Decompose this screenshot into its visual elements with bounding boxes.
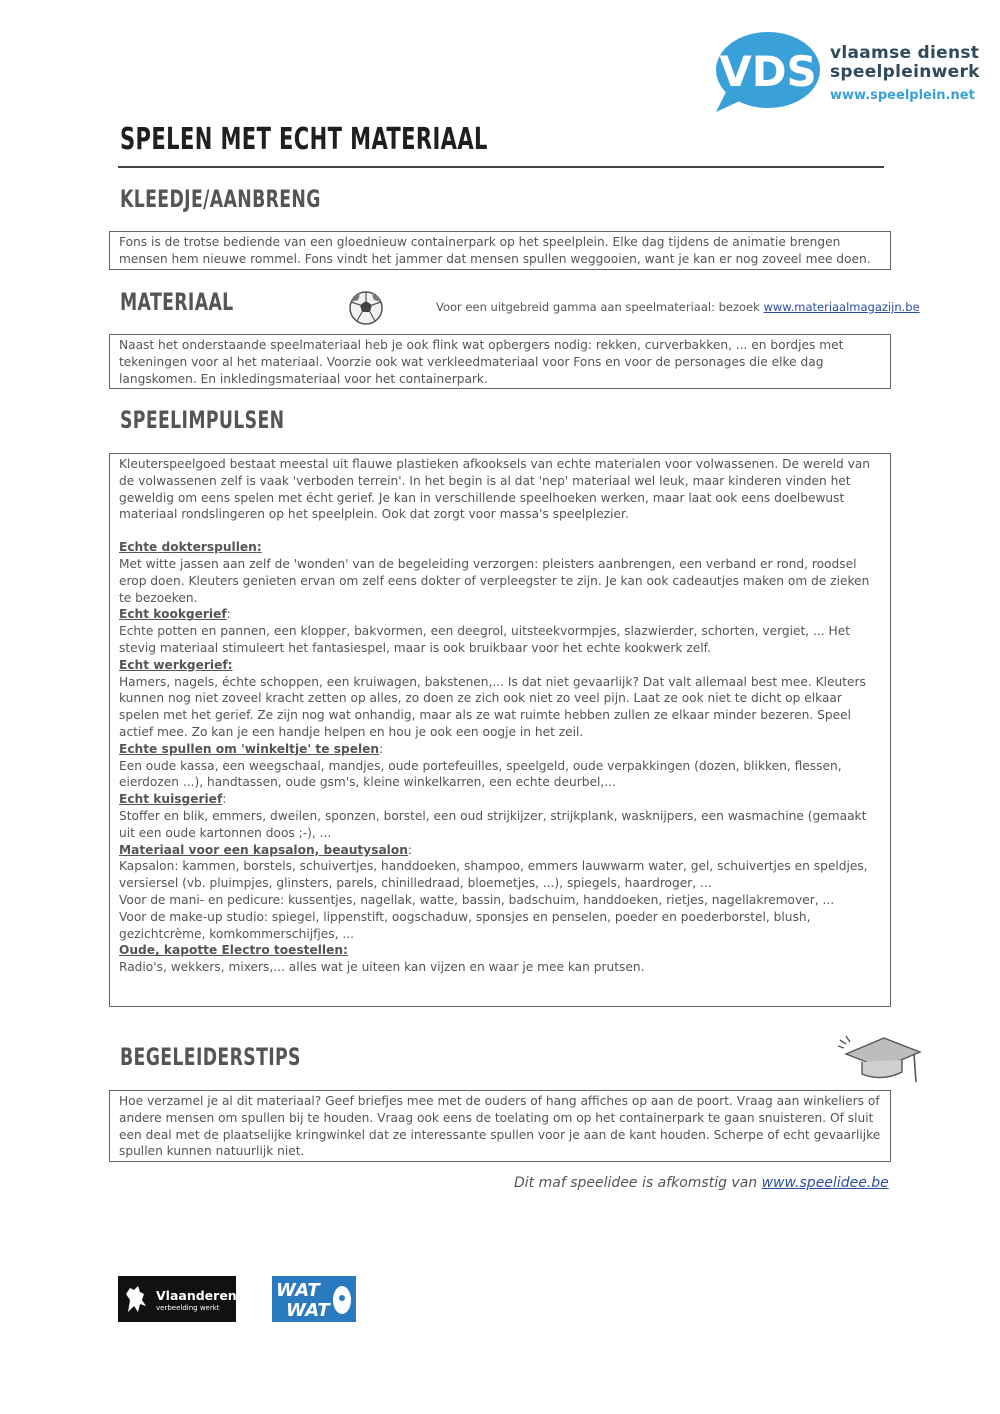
logo-url: www.speelplein.net	[830, 88, 975, 103]
vds-logo-text	[830, 44, 990, 105]
materiaal-note-prefix: Voor een uitgebreid gamma aan speelmateriaal: bezoek	[436, 300, 764, 314]
watwat-line-1: WAT	[276, 1280, 320, 1301]
logo-line-2: speelpleinwerk	[830, 62, 980, 82]
football-icon	[348, 290, 384, 326]
watwat-line-2: WAT	[286, 1300, 330, 1321]
impuls-suffix: :	[226, 607, 231, 622]
logo-line-1: vlaamse dienst	[830, 43, 980, 63]
impuls-title: Echte dokterspullen:	[119, 540, 262, 555]
heading-kleedje: KLEEDJE/AANBRENG	[120, 185, 321, 213]
impuls-text: Radio's, wekkers, mixers,... alles wat je uiteen kan vijzen en waar je mee kan prutsen.	[119, 960, 645, 975]
logo-bubble-text: VDS	[719, 47, 817, 96]
impuls-title: Echt kuisgerief	[119, 792, 223, 807]
impuls-title: Oude, kapotte Electro toestellen:	[119, 943, 348, 958]
heading-speelimpulsen: SPEELIMPULSEN	[120, 406, 285, 434]
vlaanderen-tagline: verbeelding werkt	[156, 1304, 220, 1312]
kleedje-text: Fons is de trotse bediende van een gloednieuw containerpark op het speelplein. Elke dag tijdens de animatie brengen mensen hem nieuwe rommel. Fons vindt het jammer dat mensen spullen weggooien, want je kan er nog zoveel mee doen.	[119, 235, 871, 266]
impuls-suffix: :	[222, 792, 227, 807]
lion-icon	[122, 1282, 150, 1316]
impuls-item-electro	[119, 942, 881, 976]
impuls-title: Echt werkgerief:	[119, 657, 233, 672]
impuls-item-werkgerief	[119, 657, 881, 741]
impuls-item-kuisgerief	[119, 791, 881, 841]
vds-logo-icon	[712, 30, 822, 114]
tips-text: Hoe verzamel je al dit materiaal? Geef briefjes mee met de ouders of hang affiches op aan de poort. Vraag aan winkeliers of andere mensen om spullen bij te houden. Vraag ook eens de toelating om op het containerpark te gaan snuisteren. Of sluit een deal met de plaatselijke kringwinkel dat ze interessante spullen voor je aan de kant houden. Scherpe of echt gevaarlijke spullen kunnen natuurlijk niet.	[119, 1094, 881, 1159]
impuls-text: Echte potten en pannen, een klopper, bakvormen, een deegrol, uitsteekvormpjes, slazwierder, schorten, vergiet, ... Het stevig materiaal stimuleert het fantasiespel, maar is ook bruikbaar voor het echte kookwerk zelf.	[119, 624, 850, 655]
heading-begeleiderstips: BEGELEIDERSTIPS	[120, 1043, 301, 1071]
impuls-text: Kapsalon: kammen, borstels, schuivertjes, handdoeken, shampoo, emmers lauwwarm water, gel, schuivertjes en speldjes, versiersel (vb. pluimpjes, glinsters, parels, chinilledraad, bloemetjes, ...), spiegels, haardroger, ...	[119, 859, 868, 891]
watwat-logo	[272, 1276, 356, 1322]
impuls-item-doktersspullen	[119, 539, 881, 606]
impuls-text: Met witte jassen aan zelf de 'wonden' van de begeleiding verzorgen: pleisters aanbrengen, een verband er rond, roodsel erop doen. Kleuters genieten ervan om zelf eens dokter of verpleegster te zijn. Je kan ook cadeautjes maken om de zieken te bezoeken.	[119, 556, 870, 605]
footer-credit-prefix: Dit maf speelidee is afkomstig van	[514, 1175, 762, 1191]
materiaalmagazijn-link[interactable]: www.materiaalmagazijn.be	[763, 300, 920, 314]
impuls-text-mani-pedicure: Voor de mani- en pedicure: kussentjes, nagellak, watte, bassin, badschuim, handdoeken, rietjes, nagellakremover, ...	[119, 892, 835, 907]
impuls-text: Een oude kassa, een weegschaal, mandjes, oude portefeuilles, speelgeld, oude verpakkingen (dozen, blikken, flessen, eierdozen ...), handtassen, oude gsm's, kleine winkelkarren, een echte deurbel,...	[119, 758, 842, 790]
graduation-cap-icon	[836, 1032, 922, 1088]
kleedje-box	[109, 231, 891, 270]
tips-box	[109, 1090, 891, 1162]
impuls-item-kapsalon	[119, 842, 881, 943]
impuls-title: Materiaal voor een kapsalon, beautysalon	[119, 842, 408, 857]
speelimpulsen-box	[109, 453, 891, 1007]
speelimpulsen-intro: Kleuterspeelgoed bestaat meestal uit flauwe plastieken afkooksels van echte materialen voor volwassenen. De wereld van de volwassenen zelf is vaak 'verboden terrein'. In het begin is al dat 'nep' materiaal wel leuk, maar kinderen vinden het geweldig om eens spelen met écht gerief. Je kan in verschillende speelhoeken werken, maar laat ook eens doelbewust materiaal rondslingeren op het speelplein. Ook dat zorgt voor massa's speelplezier.	[119, 457, 871, 522]
footer-credit	[514, 1175, 889, 1191]
impuls-item-kookgerief	[119, 606, 881, 656]
impuls-suffix: :	[379, 741, 384, 756]
impuls-title: Echt kookgerief	[119, 607, 227, 622]
impuls-text: Hamers, nagels, échte schoppen, een kruiwagen, bakstenen,... Is dat niet gevaarlijk? Dat valt allemaal best mee. Kleuters kunnen nog niet zoveel kracht zetten op alles, zo doen ze zich ook niet zo veel pijn. Laat ze ook niet te dicht op elkaar spelen met het gerief. Ze zijn nog wat onhandig, maar als ze wat ruimte hebben zullen ze elkaar minder bezeren. Speel actief mee. Zo kan je een handje helpen en hou je ook een oogje in het zeil.	[119, 674, 866, 739]
speelidee-link[interactable]: www.speelidee.be	[761, 1175, 889, 1191]
impuls-text-make-up: Voor de make-up studio: spiegel, lippenstift, oogschaduw, sponsjes en penselen, poeder en poederborstel, blush, gezichtcrème, komkommerschijfjes, ...	[119, 909, 811, 941]
materiaal-text: Naast het onderstaande speelmateriaal heb je ook flink wat opbergers nodig: rekken, curverbakken, ... en bordjes met tekeningen voor al het materiaal. Voorzie ook wat verkleedmateriaal voor Fons en voor de personages die elke dag langskomen. En inkledingsmateriaal voor het containerpark.	[119, 338, 844, 386]
vlaanderen-name: Vlaanderen	[156, 1288, 237, 1303]
impuls-text: Stoffer en blik, emmers, dweilen, sponzen, borstel, een oud strijkijzer, strijkplank, wasknijpers, een wasmachine (gemaakt uit een oude kartonnen doos ;-), ...	[119, 808, 867, 840]
title-divider	[118, 166, 884, 168]
vlaanderen-logo	[118, 1276, 236, 1322]
impuls-suffix: :	[407, 842, 413, 857]
materiaal-note	[436, 300, 920, 314]
impuls-item-winkeltje	[119, 741, 881, 791]
page-title: SPELEN MET ECHT MATERIAAL	[120, 122, 488, 157]
heading-materiaal: MATERIAAL	[120, 288, 234, 316]
materiaal-box	[109, 334, 891, 389]
spacer	[119, 523, 881, 539]
impuls-title: Echte spullen om 'winkeltje' te spelen	[119, 741, 380, 756]
